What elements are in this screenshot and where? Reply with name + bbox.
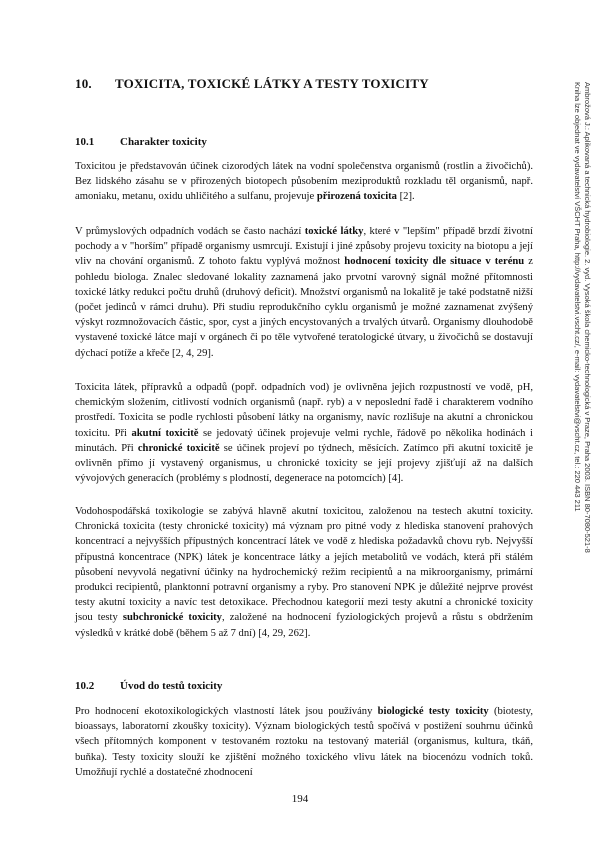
paragraph-text: Toxicita látek, přípravků a odpadů (popř. odpadních vod) je ovlivněna jejich rozpustností ve vodě, pH, chemickým složením, citlivostí vodních organismů (např. ryb) a v neposlední řadě i charakterem vodního prostředí. Toxicita se podle rychlosti působení látky na organismy, navíc rozlišuje na akutní a chronickou toxicitu. Při <box>75 382 533 439</box>
paragraph-acute-chronic <box>75 380 533 486</box>
paragraph-text: V průmyslových odpadních vodách se často nachází <box>75 226 305 237</box>
paragraph-water-toxicology <box>75 504 533 641</box>
page-number: 194 <box>291 793 309 805</box>
section-title: Charakter toxicity <box>120 136 207 148</box>
term-bold: hodnocení toxicity dle situace v terénu <box>344 256 525 268</box>
paragraph-text: Toxicitou je představován účinek cizorodých látek na vodní společenstva organismů (rostlin a živočichů). Bez lidského zásahu se v přirozených biotopech působením meziproduktů rozkladu těl organismů, např. amoniaku, metanu, oxidu uhličitého a sulfanu, projevuje <box>75 161 533 203</box>
side-citation-note <box>560 82 592 742</box>
term-bold: biologické testy toxicity <box>377 706 489 717</box>
paragraph-text: , které v "lepším" případě brzdí životní pochody a v "horším" případě organismy usmrcují. Existují i jiné způsoby projevu toxicity na biotopu a její vliv na chování organismů. Z tohoto faktu vyplývá možnost <box>75 226 533 268</box>
side-note-line: Kniha lze objednat ve vydavatelství VŠCHT Praha, http://vydavatelstvi.vscht.cz/, e-mail: vydavatelstvi@vscht.cz, tel.: 220 443 211 <box>573 82 582 512</box>
paragraph-toxicity-tests-intro <box>75 704 533 780</box>
section-heading-10-2 <box>75 680 535 692</box>
paragraph-text: , založené na hodnocení fyziologických projevů a růstu s obdržením výsledků v krátké době (během 5 až 7 dní) [4, 29, 262]. <box>75 612 533 639</box>
term-bold: chronické toxicitě <box>137 442 220 454</box>
paragraph-toxic-substances <box>75 224 533 361</box>
paragraph-natural-toxicity <box>75 159 533 205</box>
chapter-title-text: TOXICITA, TOXICKÉ LÁTKY A TESTY TOXICITY <box>115 76 429 91</box>
section-heading-10-1 <box>75 136 535 148</box>
paragraph-text: (biotesty, bioassays, laboratorní zkoušky toxicity). Význam biologických testů spočívá v postižení souhrnu účinků všech přítomných komponent v testovaném roztoku na testovaný materiál (organismus, kultura, tkáň, buňka). Testy toxicity slouží ke zjištění možného toxického vlivu látek na biocenózu vodních toků. Umožňují rychlé a dostatečné zhodnocení <box>75 706 534 778</box>
section-number: 10.1 <box>75 136 95 148</box>
paragraph-text: Pro hodnocení ekotoxikologických vlastností látek jsou používány <box>75 706 378 717</box>
paragraph-text: se jedovatý účinek projevuje velmi rychle, řádově po několika hodinách i minutách. Při <box>75 427 533 454</box>
side-note-line: Ambrožová J.: Aplikovaná a technická hydrobiologie. 2. vyd. Vysoká škola chemicko-technologická v Praze, Praha 2003. ISBN 80-7080-521-8 <box>583 82 592 553</box>
paragraph-text: [2]. <box>396 191 415 203</box>
term-bold: akutní toxicitě <box>131 427 199 439</box>
section-number: 10.2 <box>75 680 95 692</box>
term-bold: toxické látky <box>304 226 364 237</box>
paragraph-text: se účinek projeví po týdnech, měsících. Zatímco při akutní toxicitě je ovlivněn přímo jí vystavený organismus, u chronické toxicity se její projevy zjišťují až na dalších vývojových generacích (problémy s plodností, degenerace na potomcích) [4]. <box>75 442 533 485</box>
term-bold: subchronické toxicity <box>122 612 222 624</box>
term-bold: přirozená toxicita <box>316 191 397 203</box>
paragraph-text: z pohledu biologa. Znalec sledované lokality zaznamená jako prvotní varovný signál možné přítomnosti toxické látky redukci počtu druhů (druhový deficit). Množství organismů na lokalitě je také podstatně nižší (počet jedinců v rámci druhu). Při studiu reprodukčního cyklu organismů je možné zaznamenat zvýšený výskyt rozmnožovacích částic, spor, cyst a jiných encystovaných a trvalých útvarů. Organismy dlouhodobě vystavené toxické látce mají v orgánech či po těle vytvořené teratologické útvary, u živočichů se dostavují dýchací potíže a křeče [2, 4, 29]. <box>75 256 533 359</box>
section-title: Úvod do testů toxicity <box>120 680 223 692</box>
chapter-title <box>75 76 535 92</box>
paragraph-text: Vodohospodářská toxikologie se zabývá hlavně akutní toxicitou, založenou na testech akutní toxicity. Chronická toxicita (testy chronické toxicity) má význam pro pitné vody z hlediska stanovení prahových koncentrací a nejvyšších přípustných koncentrací látek ve vodě z hlediska požadavků chovu ryb. Nejvyšší přípustná koncentrace (NPK) látek je koncentrace látky a jejích metabolitů ve vodách, která při stálém působení nevyvolá negativní účinky na hydrochemický režim recipientů a na mikroorganismy, primární produkci recipientů, planktonní potravní organismy a ryby. Pro stanovení NPK je důležité nejprve provést testy akutní toxicity a navíc test detoxikace. Přechodnou kategorií mezi testy akutní a chronické toxicity jsou testy <box>75 506 533 624</box>
chapter-number: 10. <box>75 76 92 91</box>
